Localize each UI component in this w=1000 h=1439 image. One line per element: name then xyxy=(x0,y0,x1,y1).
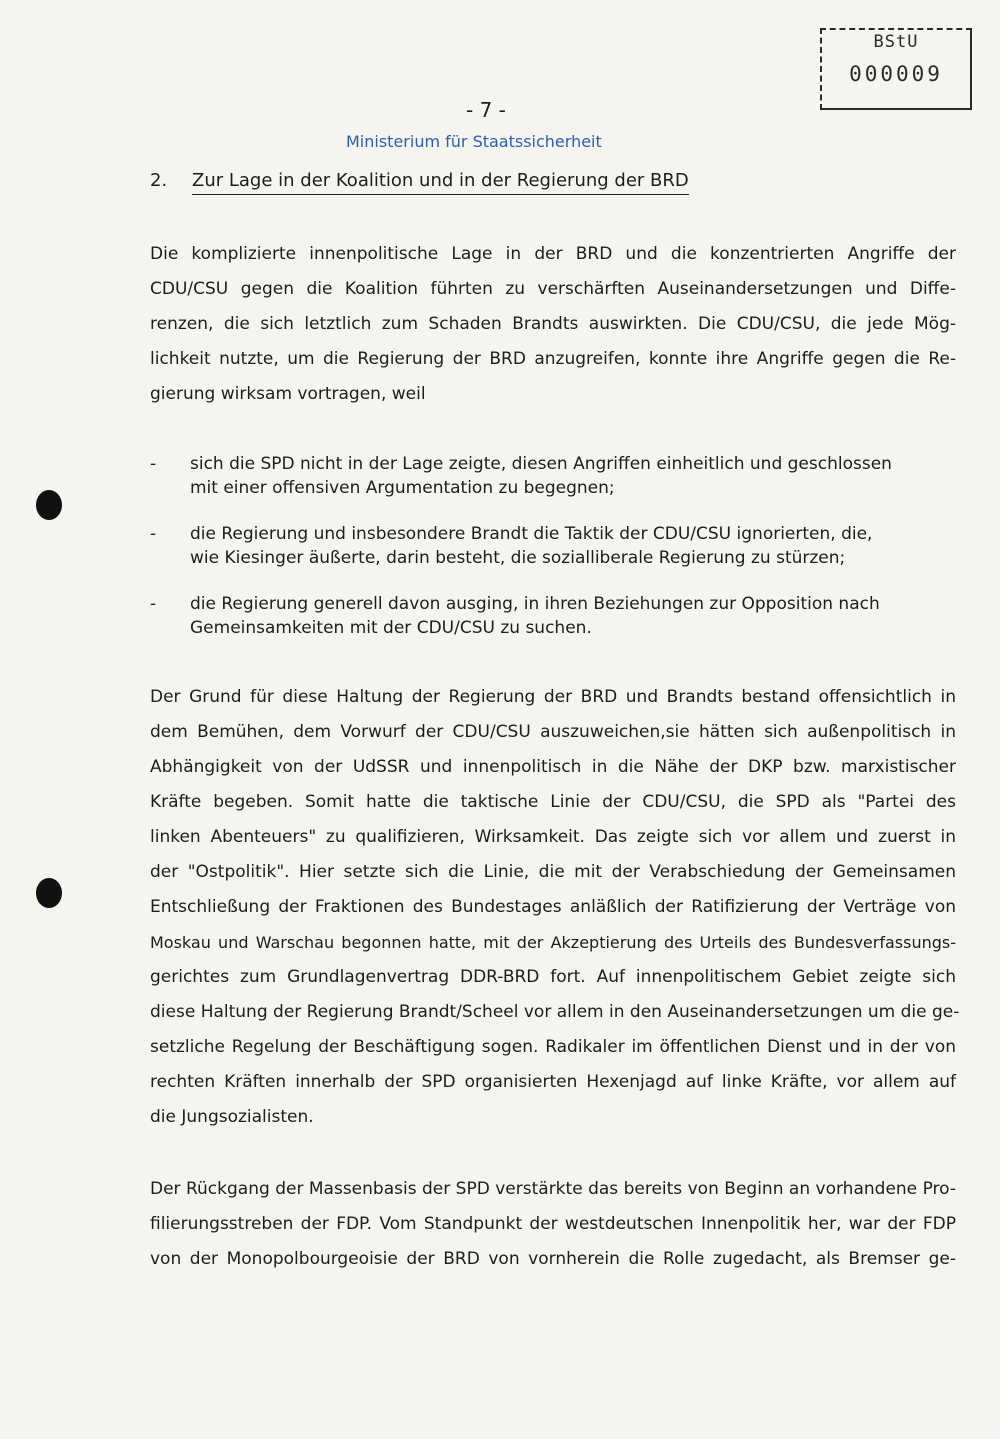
punch-hole xyxy=(36,490,62,520)
bullet-item xyxy=(150,592,950,640)
paragraph-line: der "Ostpolitik". Hier setzte sich die Linie, die mit der Verabschiedung der Gemeinsamen xyxy=(150,862,956,882)
paragraph-line: diese Haltung der Regierung Brandt/Scheel vor allem in den Auseinandersetzungen um die ge- xyxy=(150,1002,960,1022)
paragraph-line: Die komplizierte innenpolitische Lage in der BRD und die konzentrierten Angriffe der xyxy=(150,244,956,264)
stamp-label: BStU xyxy=(873,32,919,52)
bullet-line: mit einer offensiven Argumentation zu begegnen; xyxy=(190,478,615,498)
paragraph-line: von der Monopolbourgeoisie der BRD von vornherein die Rolle zugedacht, als Bremser ge- xyxy=(150,1249,956,1269)
paragraph-2 xyxy=(150,680,960,1135)
section-title: Zur Lage in der Koalition und in der Regierung der BRD xyxy=(192,170,689,195)
paragraph-line: Der Rückgang der Massenbasis der SPD verstärkte das bereits von Beginn an vorhandene Pro- xyxy=(150,1179,956,1199)
paragraph-line: linken Abenteuers" zu qualifizieren, Wirksamkeit. Das zeigte sich vor allem und zuerst in xyxy=(150,827,956,847)
paragraph-line: die Jungsozialisten. xyxy=(150,1107,314,1127)
section-number: 2. xyxy=(150,170,168,191)
paragraph-line: Abhängigkeit von der UdSSR und innenpolitisch in die Nähe der DKP bzw. marxistischer xyxy=(150,757,956,777)
paragraph-line: gerichtes zum Grundlagenvertrag DDR-BRD fort. Auf innenpolitischem Gebiet zeigte sich xyxy=(150,967,956,987)
bullet-item xyxy=(150,522,950,570)
paragraph-line: rechten Kräften innerhalb der SPD organisierten Hexenjagd auf linke Kräfte, vor allem auf xyxy=(150,1072,956,1092)
ministry-stamp: Ministerium für Staatssicherheit xyxy=(346,132,602,151)
paragraph-line: CDU/CSU gegen die Koalition führten zu verschärften Auseinandersetzungen und Diffe- xyxy=(150,279,956,299)
bullet-line: sich die SPD nicht in der Lage zeigte, diesen Angriffen einheitlich und geschlossen xyxy=(190,454,892,474)
paragraph-line: Der Grund für diese Haltung der Regierung der BRD und Brandts bestand offensichtlich in xyxy=(150,687,956,707)
paragraph-line: gierung wirksam vortragen, weil xyxy=(150,384,426,404)
bullet-item xyxy=(150,452,950,500)
punch-hole xyxy=(36,878,62,908)
bullet-dash: - xyxy=(150,594,157,614)
paragraph-line: filierungsstreben der FDP. Vom Standpunkt der westdeutschen Innenpolitik her, war der FDP xyxy=(150,1214,956,1234)
paragraph-3 xyxy=(150,1172,956,1277)
bullet-line: die Regierung generell davon ausging, in ihren Beziehungen zur Opposition nach xyxy=(190,594,880,614)
page-number: - 7 - xyxy=(466,98,506,122)
paragraph-line: renzen, die sich letztlich zum Schaden Brandts auswirkten. Die CDU/CSU, die jede Mög- xyxy=(150,314,956,334)
bullet-dash: - xyxy=(150,454,157,474)
paragraph-line: setzliche Regelung der Beschäftigung sogen. Radikaler im öffentlichen Dienst und in der von xyxy=(150,1037,956,1057)
paragraph-line: Entschließung der Fraktionen des Bundestages anläßlich der Ratifizierung der Verträge von xyxy=(150,897,956,917)
paragraph-line: dem Bemühen, dem Vorwurf der CDU/CSU auszuweichen,sie hätten sich außenpolitisch in xyxy=(150,722,956,742)
paragraph-line: Moskau und Warschau begonnen hatte, mit der Akzeptierung des Urteils des Bundesverfassungs- xyxy=(150,933,956,952)
paragraph-1 xyxy=(150,237,956,412)
bullet-line: Gemeinsamkeiten mit der CDU/CSU zu suchen. xyxy=(190,618,592,638)
bullet-line: die Regierung und insbesondere Brandt die Taktik der CDU/CSU ignorierten, die, xyxy=(190,524,873,544)
bullet-dash: - xyxy=(150,524,157,544)
paragraph-line: lichkeit nutzte, um die Regierung der BRD anzugreifen, konnte ihre Angriffe gegen die Re- xyxy=(150,349,956,369)
section-heading xyxy=(150,170,689,191)
paragraph-line: Kräfte begeben. Somit hatte die taktische Linie der CDU/CSU, die SPD als "Partei des xyxy=(150,792,956,812)
bullet-line: wie Kiesinger äußerte, darin besteht, die sozialliberale Regierung zu stürzen; xyxy=(190,548,846,568)
archive-stamp xyxy=(820,28,972,110)
stamp-number: 000009 xyxy=(849,62,943,86)
